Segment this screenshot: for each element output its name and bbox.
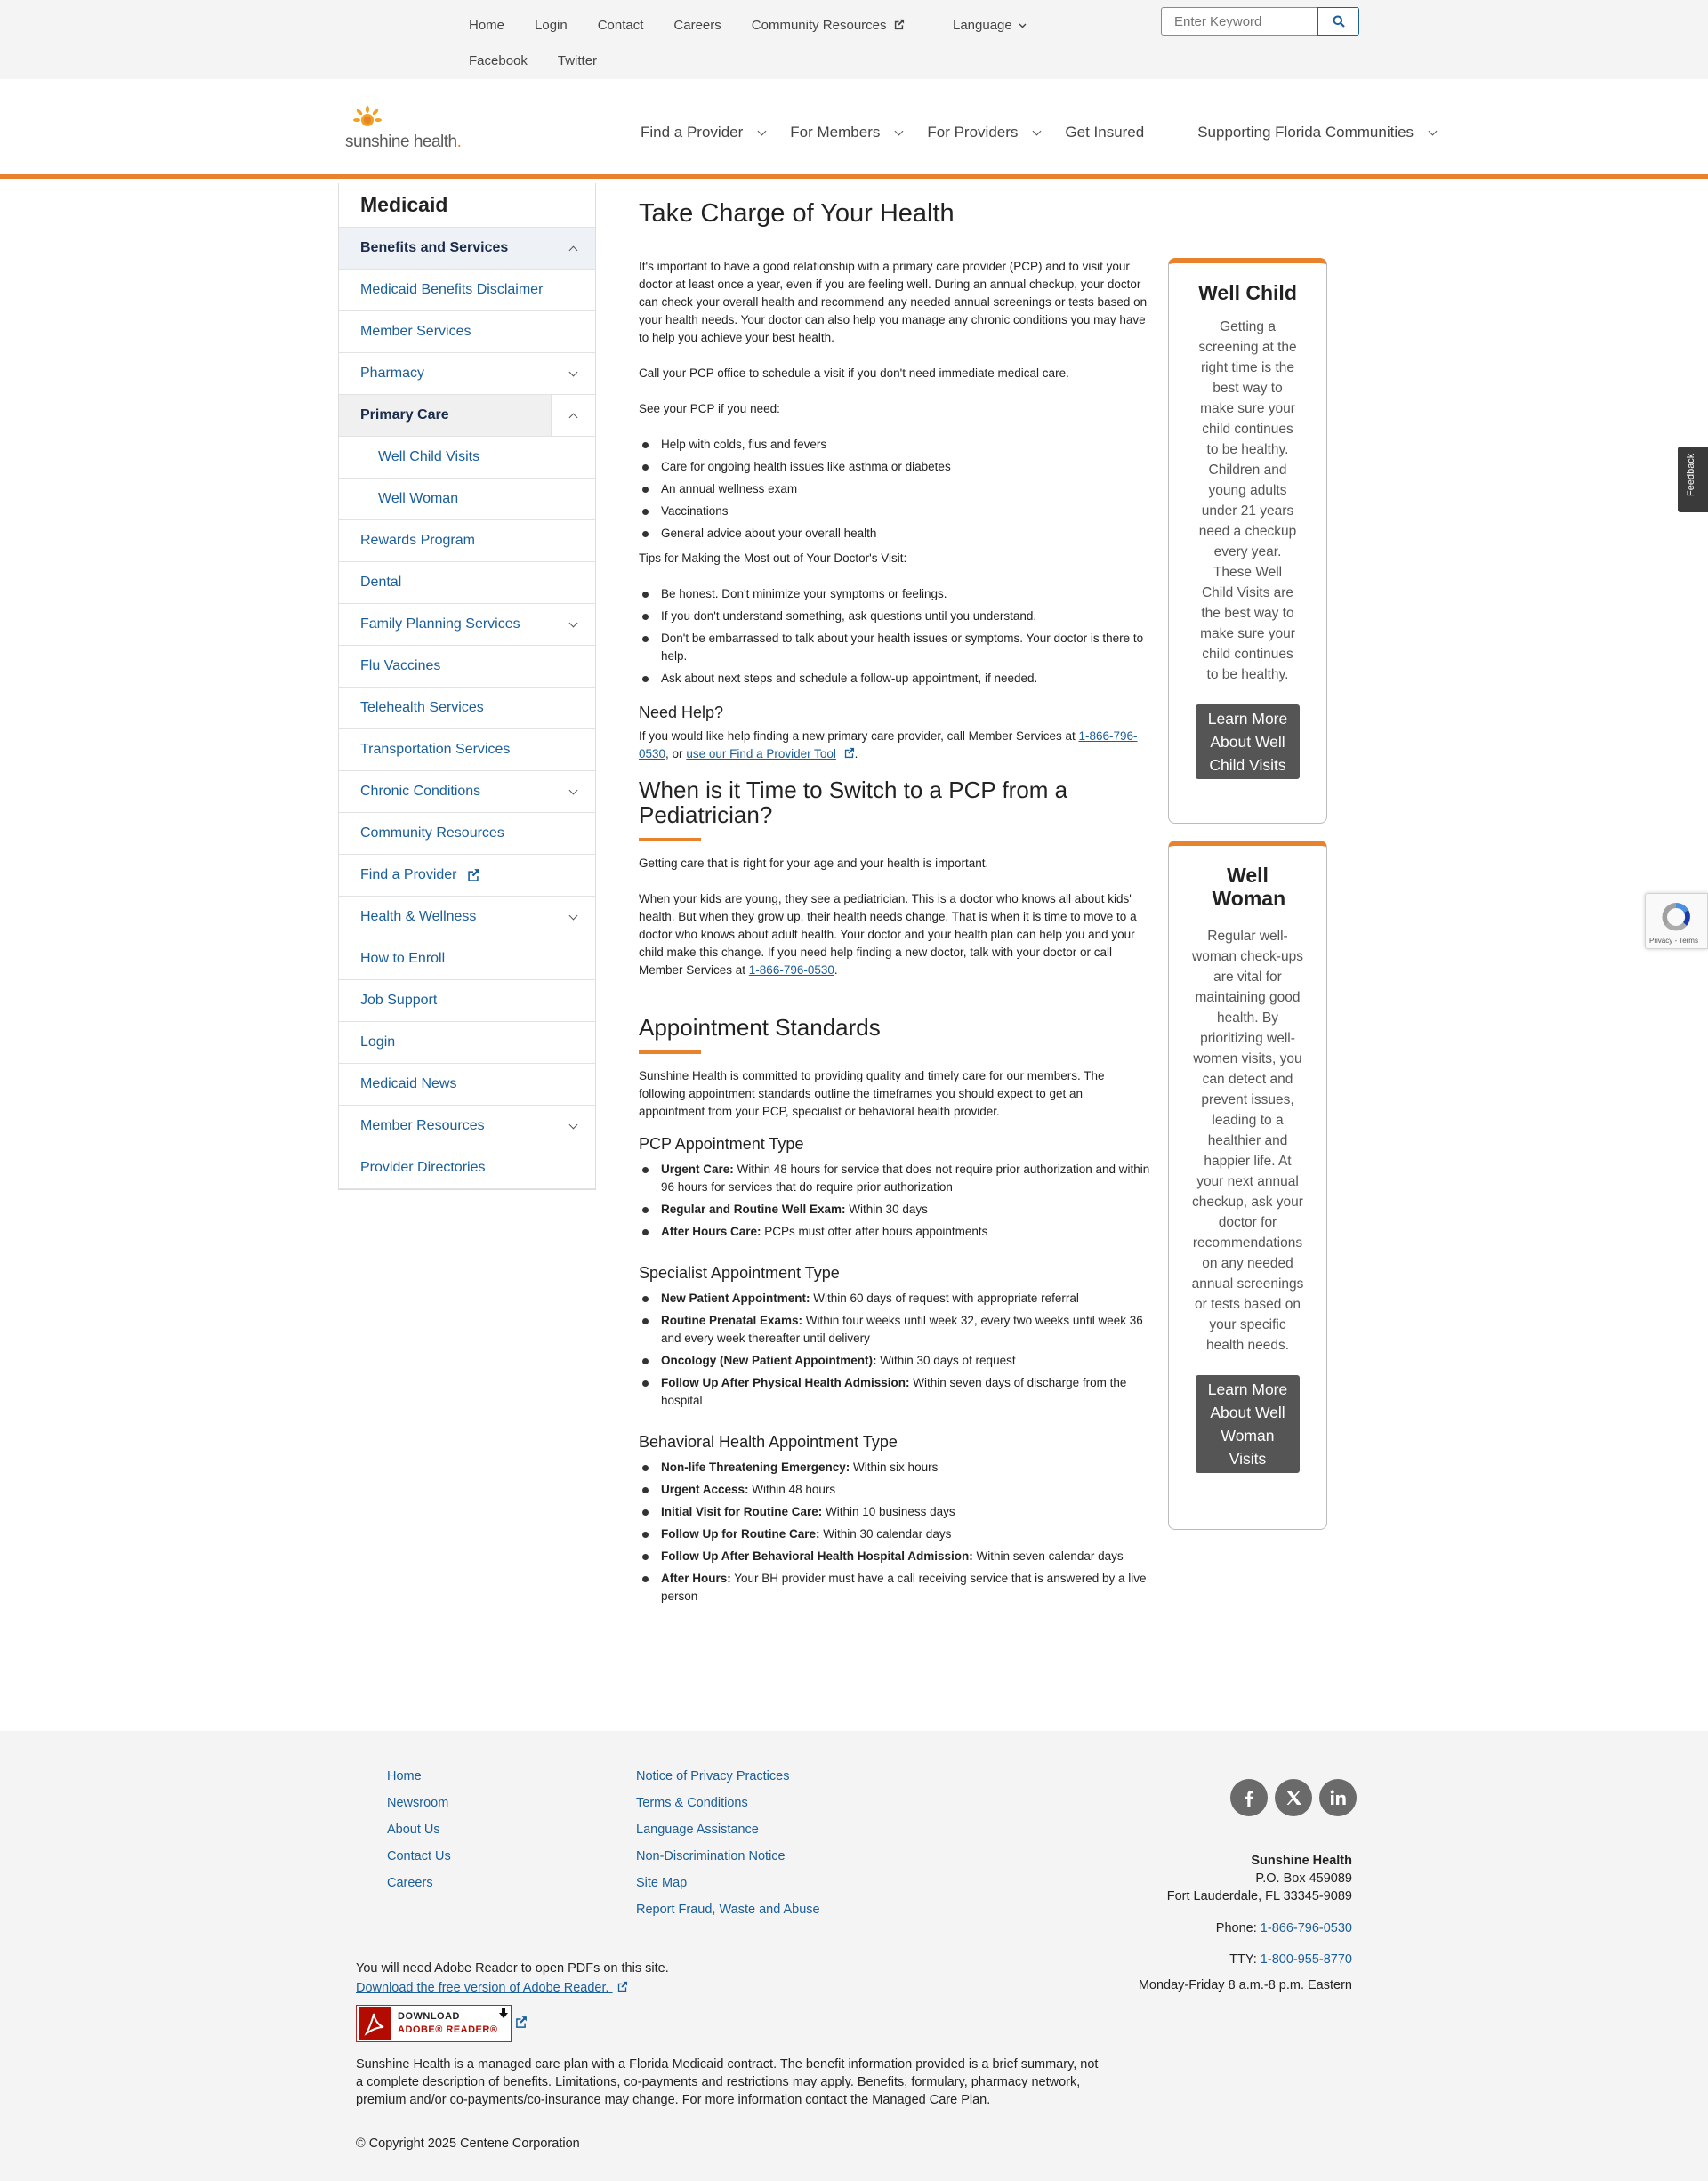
search-button[interactable]: [1317, 7, 1359, 36]
switch-paragraph-2: [639, 890, 1150, 979]
expand-toggle[interactable]: [551, 1106, 595, 1147]
sidebar-item-benefits-disclaimer[interactable]: [339, 270, 595, 311]
sidebar-item-member-resources[interactable]: [339, 1106, 595, 1147]
list-item: General advice about your overall health: [639, 525, 1150, 543]
list-item: Ask about next steps and schedule a follow-up appointment, if needed.: [639, 670, 1150, 688]
nav-for-providers[interactable]: [927, 124, 1040, 141]
list-item: [639, 1548, 1150, 1565]
list-item: [639, 1161, 1150, 1196]
chevron-down-icon: [568, 911, 577, 920]
adobe-reader-note: You will need Adobe Reader to open PDFs on this site.: [356, 1961, 669, 1976]
item-text: Within 30 days: [845, 1203, 928, 1216]
main-content: [639, 197, 1150, 1610]
sidebar-item-login[interactable]: [339, 1022, 595, 1064]
chevron-down-icon: [568, 1120, 577, 1129]
sidebar-item-well-child-visits[interactable]: [339, 437, 595, 479]
item-text: Within four weeks until week 32, every two weeks until week 36 and every week thereafter until delivery: [661, 1314, 1143, 1345]
list-item: [639, 1525, 1150, 1543]
nav-get-insured-label: Get Insured: [1065, 124, 1145, 141]
language-dropdown[interactable]: [953, 18, 1027, 33]
appointment-intro: Sunshine Health is committed to providing quality and timely care for our members. The following appointment standards outline the timeframes you should expect to get an appointment from your PCP, specialist or behavioral health provider.: [639, 1069, 1105, 1118]
member-services-phone-link[interactable]: 1-866-796-0530: [748, 963, 834, 977]
sidebar-item-label: Family Planning Services: [360, 616, 520, 632]
list-item: [639, 1374, 1150, 1410]
card-text: Getting a screening at the right time is the best way to make sure your child continues to be healthy. Children and young adults under 21 years need a checkup every year. These Well Child Visits are the best way to make sure your child continues to be healthy.: [1198, 319, 1297, 682]
feedback-tab[interactable]: [1678, 447, 1708, 512]
sidebar-item-label: Pharmacy: [360, 366, 425, 381]
item-text: Within seven days of discharge from the hospital: [661, 1376, 1127, 1407]
nav-supporting-communities[interactable]: [1197, 124, 1436, 141]
footer-links-col-1: [387, 1768, 451, 1902]
nav-for-providers-label: For Providers: [927, 124, 1019, 141]
find-provider-tool-link[interactable]: use our Find a Provider Tool: [686, 747, 836, 761]
item-label: Follow Up After Behavioral Health Hospital Admission:: [661, 1549, 973, 1563]
sidebar-item-label: Well Woman: [378, 491, 459, 506]
well-child-card: [1168, 258, 1327, 824]
help-text: If you would like help finding a new primary care provider, call Member Services at: [639, 729, 1079, 743]
item-text: Within 10 business days: [822, 1505, 955, 1518]
sidebar-item-label: Find a Provider: [360, 867, 457, 882]
sidebar-item-member-services[interactable]: [339, 311, 595, 353]
footer-phone: [1216, 1921, 1352, 1936]
sidebar-item-provider-directories[interactable]: [339, 1147, 595, 1189]
sidebar-item-label: How to Enroll: [360, 951, 446, 966]
item-text: Your BH provider must have a call receiving service that is answered by a live person: [661, 1572, 1147, 1603]
sidebar-item-find-provider[interactable]: [339, 855, 595, 897]
utility-link-community-resources[interactable]: [752, 18, 905, 33]
footer-city: Fort Lauderdale, FL 33345-9089: [1166, 1889, 1352, 1903]
list-item: Don't be embarrassed to talk about your health issues or symptoms. Your doctor is there to help.: [639, 630, 1150, 665]
social-links: [1230, 1779, 1357, 1816]
footer-copyright: © Copyright 2025 Centene Corporation: [356, 2137, 580, 2151]
site-header: [0, 79, 1708, 179]
item-label: After Hours:: [661, 1572, 731, 1585]
adobe-reader-link-label: Download the free version of Adobe Reader.: [356, 1981, 609, 1995]
item-label: Regular and Routine Well Exam:: [661, 1203, 846, 1216]
sidebar-item-label: Provider Directories: [360, 1160, 486, 1175]
chevron-down-icon: [1019, 23, 1027, 28]
list-item: If you don't understand something, ask questions until you understand.: [639, 608, 1150, 625]
behavioral-appointment-list: [639, 1459, 1150, 1606]
help-text: .: [854, 747, 858, 761]
chevron-down-icon: [568, 618, 577, 627]
sidebar-item-primary-care[interactable]: [339, 395, 595, 437]
item-text: Within 30 calendar days: [819, 1527, 952, 1541]
sidebar-item-family-planning[interactable]: [339, 604, 595, 646]
list-item: [639, 1481, 1150, 1499]
utility-link-contact[interactable]: Contact: [597, 18, 644, 33]
specialist-appointment-list: [639, 1290, 1150, 1410]
tips-list: [639, 585, 1150, 688]
sidebar-item-pharmacy[interactable]: [339, 353, 595, 395]
item-label: Non-life Threatening Emergency:: [661, 1461, 850, 1474]
sidebar-item-transportation[interactable]: [339, 729, 595, 771]
list-item: Vaccinations: [639, 503, 1150, 520]
external-link-icon: [514, 2016, 528, 2029]
facebook-icon[interactable]: [1230, 1779, 1268, 1816]
chevron-down-icon: [758, 126, 767, 135]
list-item: [639, 1201, 1150, 1219]
chevron-down-icon: [1033, 126, 1042, 135]
footer-disclaimer: Sunshine Health is a managed care plan with a Florida Medicaid contract. The benefit information provided is a brief summary, not a complete description of benefits. Limitations, co-payments and restrictions may apply. Benefits, formulary, pharmacy network, premium and/or co-payments/co-insurance may change. For more information contact the Managed Care Plan.: [356, 2057, 1099, 2107]
list-item: [639, 1459, 1150, 1477]
chevron-down-icon: [1429, 126, 1438, 135]
sidebar-item-rewards-program[interactable]: [339, 520, 595, 562]
sidebar-item-label: Medicaid News: [360, 1076, 457, 1091]
phone-label: Phone:: [1215, 1921, 1261, 1936]
external-link-icon: [616, 1981, 628, 1992]
list-item: Help with colds, flus and fevers: [639, 436, 1150, 454]
logo-wordmark: [345, 133, 461, 152]
item-label: Follow Up After Physical Health Admission:: [661, 1376, 910, 1389]
footer-link-privacy[interactable]: Notice of Privacy Practices: [636, 1769, 790, 1783]
item-label: After Hours Care:: [661, 1225, 761, 1238]
footer-link-terms[interactable]: Terms & Conditions: [636, 1796, 748, 1810]
heading-underline: [639, 838, 701, 841]
sidebar-item-label: Medicaid Benefits Disclaimer: [360, 282, 544, 297]
sidebar-item-label: Chronic Conditions: [360, 784, 481, 799]
logo-name: sunshine health: [345, 133, 457, 151]
sidebar-item-label: Benefits and Services: [360, 240, 509, 255]
adobe-pdf-icon: [359, 2007, 391, 2040]
see-pcp-heading: See your PCP if you need:: [639, 402, 780, 415]
list-item: Be honest. Don't minimize your symptoms or feelings.: [639, 585, 1150, 603]
list-item: An annual wellness exam: [639, 480, 1150, 498]
utility-link-twitter[interactable]: Twitter: [557, 53, 598, 68]
item-label: Urgent Care:: [661, 1163, 734, 1176]
sidebar-item-label: Rewards Program: [360, 533, 475, 548]
utility-link-careers[interactable]: Careers: [673, 18, 721, 33]
learn-more-well-woman-button[interactable]: Learn More About Well Woman Visits: [1196, 1375, 1300, 1473]
item-label: Follow Up for Routine Care:: [661, 1527, 820, 1541]
external-link-icon: [843, 747, 855, 759]
nav-for-members[interactable]: [790, 124, 902, 141]
sidebar-item-dental[interactable]: [339, 562, 595, 604]
list-item: [639, 1290, 1150, 1308]
list-item: [639, 1503, 1150, 1521]
switch-paragraph-1: Getting care that is right for your age and your health is important.: [639, 857, 989, 870]
collapse-toggle[interactable]: [551, 395, 595, 436]
sidebar-item-label: Flu Vaccines: [360, 658, 441, 673]
footer-org-name: Sunshine Health: [1251, 1854, 1352, 1868]
utility-link-login[interactable]: Login: [535, 18, 568, 33]
page-title: Take Charge of Your Health: [639, 199, 955, 228]
footer-link-newsroom[interactable]: Newsroom: [387, 1796, 449, 1810]
heading-underline: [639, 1050, 701, 1054]
list-item: [639, 1570, 1150, 1606]
item-label: Oncology (New Patient Appointment):: [661, 1354, 877, 1367]
item-label: Routine Prenatal Exams:: [661, 1314, 803, 1327]
list-item: [639, 1312, 1150, 1348]
footer-link-sitemap[interactable]: Site Map: [636, 1876, 688, 1890]
footer-link-nondiscrimination[interactable]: Non-Discrimination Notice: [636, 1849, 786, 1863]
learn-more-well-child-button[interactable]: Learn More About Well Child Visits: [1196, 704, 1300, 779]
footer-link-contact[interactable]: Contact Us: [387, 1849, 451, 1863]
card-text: Regular well-woman check-ups are vital for maintaining good health. By prioritizing well-women visits, you can detect and prevent issues, leading to a healthier and happier life. At your next annual checkup, ask your doctor for recommendations on any needed annual screenings or tests based on your specific health needs.: [1191, 929, 1304, 1353]
need-help-heading: Need Help?: [639, 704, 724, 721]
list-item: [639, 1352, 1150, 1370]
item-label: New Patient Appointment:: [661, 1292, 810, 1305]
sidebar-item-benefits-services[interactable]: [339, 228, 595, 270]
sun-logo-icon: [352, 106, 383, 129]
item-text: Within 60 days of request with appropriate referral: [810, 1292, 1079, 1305]
item-text: Within seven calendar days: [972, 1549, 1124, 1563]
collapse-toggle[interactable]: [551, 228, 595, 269]
sidebar-item-health-wellness[interactable]: [339, 897, 595, 938]
item-text: Within 30 days of request: [876, 1354, 1016, 1367]
item-text: Within 48 hours for service that does not require prior authorization and within 96 hours for services that do require prior authorization: [661, 1163, 1150, 1194]
sidebar-item-label: Well Child Visits: [378, 449, 480, 464]
list-item: Care for ongoing health issues like asthma or diabetes: [639, 458, 1150, 476]
sidebar-item-label: Telehealth Services: [360, 700, 484, 715]
recaptcha-icon: [1658, 899, 1694, 935]
sidebar-item-well-woman[interactable]: [339, 479, 595, 520]
language-label: Language: [953, 18, 1012, 33]
intro-paragraph: It's important to have a good relationship with a primary care provider (PCP) and to visit your doctor at least once a year, even if you are feeling well. During an annual checkup, your doctor can check your overall health and recommend any needed annual screenings or tests based on your health needs. Your doctor can also help you manage any chronic conditions you may have to help you achieve your best health.: [639, 260, 1148, 344]
footer-po-box: P.O. Box 459089: [1255, 1871, 1352, 1886]
utility-link-facebook[interactable]: Facebook: [469, 53, 528, 68]
item-label: Initial Visit for Routine Care:: [661, 1505, 823, 1518]
footer-link-about[interactable]: About Us: [387, 1823, 440, 1837]
chevron-up-icon: [568, 245, 577, 254]
behavioral-appointment-heading: Behavioral Health Appointment Type: [639, 1433, 898, 1451]
specialist-appointment-heading: Specialist Appointment Type: [639, 1264, 840, 1282]
sidebar-item-community-resources[interactable]: [339, 813, 595, 855]
footer-tty-link[interactable]: 1-800-955-8770: [1260, 1952, 1352, 1967]
switch-pcp-heading: When is it Time to Switch to a PCP from a Pediatrician?: [639, 777, 1068, 828]
chevron-down-icon: [568, 367, 577, 376]
call-paragraph: Call your PCP office to schedule a visit if you don't need immediate medical care.: [639, 366, 1069, 380]
sidebar-item-label: Transportation Services: [360, 742, 511, 757]
member-services-phone-link[interactable]: 1-866-796-0530: [639, 729, 1138, 761]
adobe-badge-line-2: ADOBE® READER®: [398, 2024, 498, 2035]
well-woman-card: [1168, 841, 1327, 1530]
needs-list: [639, 436, 1150, 543]
adobe-reader-link[interactable]: [356, 1981, 628, 1995]
footer-link-language[interactable]: Language Assistance: [636, 1823, 759, 1837]
utility-nav: [469, 18, 905, 33]
chevron-down-icon: [568, 785, 577, 794]
sidebar-item-medicaid-news[interactable]: [339, 1064, 595, 1106]
sidebar-title: Medicaid: [339, 183, 595, 228]
tty-label: TTY:: [1229, 1952, 1261, 1967]
search-input[interactable]: [1161, 7, 1317, 36]
download-arrow-icon: [498, 2008, 509, 2020]
nav-for-members-label: For Members: [790, 124, 881, 141]
search-icon: [1333, 15, 1345, 28]
sidebar-item-telehealth[interactable]: [339, 688, 595, 729]
external-link-icon: [893, 19, 905, 30]
sidebar-item-label: Dental: [360, 575, 402, 590]
community-resources-label: Community Resources: [751, 18, 887, 33]
recaptcha-badge[interactable]: [1645, 893, 1708, 949]
nav-supporting-label: Supporting Florida Communities: [1197, 124, 1414, 141]
x-twitter-icon[interactable]: [1275, 1779, 1312, 1816]
card-title: Well Child: [1198, 281, 1297, 304]
chevron-up-icon: [569, 413, 578, 422]
external-link-icon: [466, 868, 480, 882]
footer-phone-link[interactable]: 1-866-796-0530: [1260, 1921, 1352, 1936]
logo-dot: .: [456, 133, 462, 151]
switch-text: .: [834, 963, 838, 977]
feedback-label: Feedback: [1686, 453, 1696, 496]
chevron-down-icon: [895, 126, 904, 135]
utility-link-home[interactable]: Home: [469, 18, 505, 33]
footer-link-fraud[interactable]: Report Fraud, Waste and Abuse: [636, 1903, 820, 1917]
help-text: , or: [665, 747, 687, 761]
adobe-badge-line-1: DOWNLOAD: [398, 2011, 460, 2022]
nav-find-provider[interactable]: [640, 124, 765, 141]
linkedin-icon[interactable]: [1319, 1779, 1357, 1816]
footer-tty: [1229, 1952, 1352, 1967]
sidebar-item-label: Member Services: [360, 324, 471, 339]
sidebar-item-label: Member Resources: [360, 1118, 485, 1133]
footer-address: [1167, 1852, 1352, 1905]
card-title: Well Woman: [1212, 864, 1286, 910]
expand-toggle[interactable]: [551, 897, 595, 938]
pcp-appointment-list: [639, 1161, 1150, 1241]
item-text: PCPs must offer after hours appointments: [761, 1225, 988, 1238]
footer-link-home[interactable]: Home: [387, 1769, 422, 1783]
sidebar-item-label: Job Support: [360, 993, 438, 1008]
sidebar-item-label: Primary Care: [360, 407, 449, 423]
expand-toggle[interactable]: [551, 771, 595, 812]
sidebar-nav: [338, 183, 596, 1190]
sidebar-item-label: Health & Wellness: [360, 909, 477, 924]
utility-bar: [0, 0, 1708, 79]
recaptcha-links[interactable]: Privacy - Terms: [1649, 937, 1698, 945]
nav-find-provider-label: Find a Provider: [640, 124, 744, 141]
item-text: Within six hours: [850, 1461, 939, 1474]
sidebar-item-flu-vaccines[interactable]: [339, 646, 595, 688]
pcp-appointment-heading: PCP Appointment Type: [639, 1135, 804, 1153]
site-footer: [0, 1731, 1708, 2181]
footer-link-careers[interactable]: Careers: [387, 1876, 433, 1890]
item-text: Within 48 hours: [748, 1483, 836, 1496]
expand-toggle[interactable]: [551, 353, 595, 394]
expand-toggle[interactable]: [551, 604, 595, 645]
item-label: Urgent Access:: [661, 1483, 749, 1496]
main-nav: [640, 124, 1436, 141]
download-adobe-reader-badge[interactable]: [356, 2005, 512, 2042]
footer-links-col-2: [636, 1768, 820, 1928]
sidebar-item-how-to-enroll[interactable]: [339, 938, 595, 980]
sidebar-item-label: Login: [360, 1034, 396, 1050]
sidebar-item-job-support[interactable]: [339, 980, 595, 1022]
need-help-paragraph: [639, 728, 1150, 763]
tips-heading: Tips for Making the Most out of Your Doctor's Visit:: [639, 551, 907, 565]
footer-hours: Monday-Friday 8 a.m.-8 p.m. Eastern: [1138, 1978, 1352, 1992]
appointment-standards-heading: Appointment Standards: [639, 1014, 881, 1041]
switch-text: When your kids are young, they see a pediatrician. This is a doctor who knows all about kids' health. But when they grow up, their health needs change. That is when it is time to move to a doctor who knows about adult health. Your doctor and your health plan can help you and your child make this change. If you need help finding a new doctor, talk with your doctor or call Member Services at: [639, 892, 1137, 977]
list-item: [639, 1223, 1150, 1241]
sidebar-item-chronic-conditions[interactable]: [339, 771, 595, 813]
nav-get-insured[interactable]: [1065, 124, 1144, 141]
sidebar-item-label: Community Resources: [360, 825, 504, 841]
utility-social-nav: [469, 53, 597, 68]
